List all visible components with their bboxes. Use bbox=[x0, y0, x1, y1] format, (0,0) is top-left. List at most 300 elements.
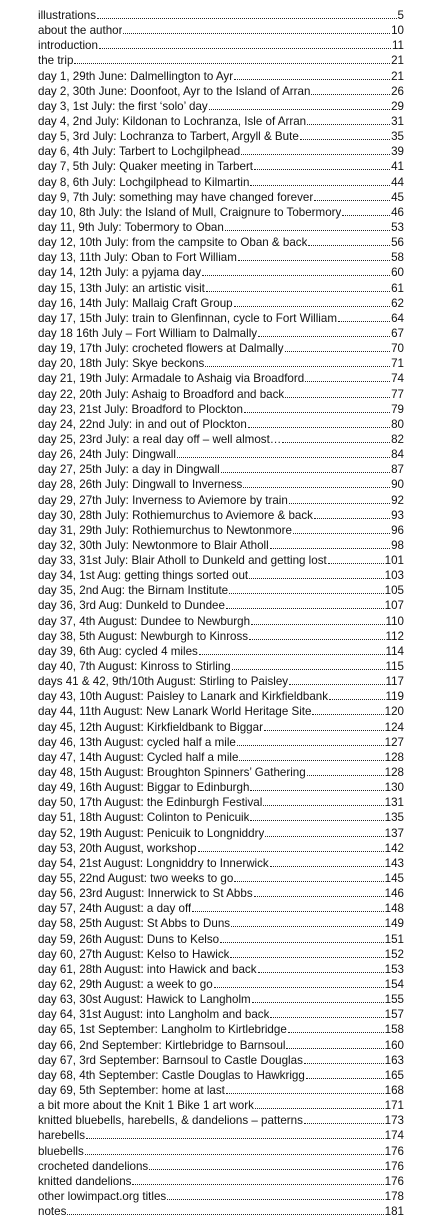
toc-entry-title: day 57, 24th August: a day off bbox=[38, 902, 192, 916]
toc-dot-leader bbox=[177, 456, 390, 458]
toc-entry-title: crocheted dandelions bbox=[38, 1159, 149, 1173]
toc-entry-title: day 38, 5th August: Newburgh to Kinross bbox=[38, 629, 249, 643]
toc-entry-title: day 65, 1st September: Langholm to Kirtlebridge bbox=[38, 1023, 287, 1037]
toc-entry-page-number: 158 bbox=[384, 1023, 404, 1037]
toc-dot-leader bbox=[300, 138, 390, 140]
toc-dot-leader bbox=[123, 32, 390, 34]
toc-entry-page-number: 128 bbox=[384, 766, 404, 780]
toc-entry-title: about the author bbox=[38, 24, 123, 38]
toc-dot-leader bbox=[306, 1077, 384, 1079]
toc-dot-leader bbox=[304, 1122, 384, 1124]
toc-dot-leader bbox=[205, 365, 390, 367]
toc-entry-page-number: 10 bbox=[391, 24, 404, 38]
toc-entry-title: day 53, 20th August, workshop bbox=[38, 841, 197, 855]
toc-entry[interactable] bbox=[38, 205, 404, 220]
toc-dot-leader bbox=[241, 153, 390, 155]
toc-dot-leader bbox=[206, 290, 390, 292]
toc-entry[interactable] bbox=[38, 296, 404, 311]
toc-entry-page-number: 82 bbox=[391, 432, 404, 446]
toc-entry[interactable] bbox=[38, 841, 404, 856]
toc-entry-title: days 41 & 42, 9th/10th August: Stirling to Paisley bbox=[38, 675, 289, 689]
toc-entry-title: day 4, 2nd July: Kildonan to Lochranza, Isle of Arran bbox=[38, 114, 307, 128]
toc-entry[interactable] bbox=[38, 735, 404, 750]
toc-entry-page-number: 145 bbox=[384, 872, 404, 886]
toc-dot-leader bbox=[198, 850, 384, 852]
toc-entry[interactable] bbox=[38, 129, 404, 144]
toc-dot-leader bbox=[254, 168, 390, 170]
toc-entry[interactable] bbox=[38, 387, 404, 402]
toc-entry[interactable] bbox=[38, 99, 404, 114]
toc-entry-page-number: 153 bbox=[384, 962, 404, 976]
toc-entry-page-number: 58 bbox=[391, 251, 404, 265]
toc-dot-leader bbox=[229, 592, 384, 594]
toc-entry[interactable] bbox=[38, 614, 404, 629]
toc-dot-leader bbox=[244, 411, 390, 413]
toc-dot-leader bbox=[342, 214, 390, 216]
toc-entry-page-number: 53 bbox=[391, 220, 404, 234]
toc-entry[interactable] bbox=[38, 462, 404, 477]
toc-entry-title: day 19, 17th July: crocheted flowers at Dalmally bbox=[38, 342, 284, 356]
toc-entry-page-number: 154 bbox=[384, 978, 404, 991]
toc-entry-title: day 37, 4th August: Dundee to Newburgh bbox=[38, 614, 251, 628]
toc-entry-title: day 68, 4th September: Castle Douglas to Hawkrigg bbox=[38, 1068, 305, 1082]
toc-dot-leader bbox=[250, 789, 383, 791]
toc-entry-title: day 36, 3rd Aug: Dunkeld to Dundee bbox=[38, 599, 225, 613]
toc-dot-leader bbox=[202, 274, 390, 276]
toc-entry-page-number: 92 bbox=[391, 493, 404, 507]
toc-entry[interactable] bbox=[38, 144, 404, 159]
toc-dot-leader bbox=[86, 1137, 384, 1139]
toc-entry-page-number: 148 bbox=[384, 902, 404, 916]
toc-entry[interactable] bbox=[38, 250, 404, 265]
toc-entry-page-number: 119 bbox=[385, 690, 404, 704]
toc-entry-title: day 8, 6th July: Lochgilphead to Kilmartin bbox=[38, 175, 250, 189]
toc-dot-leader bbox=[132, 1183, 383, 1185]
toc-entry-page-number: 46 bbox=[391, 205, 404, 219]
toc-dot-leader bbox=[307, 123, 390, 125]
toc-entry-page-number: 176 bbox=[384, 1174, 404, 1188]
toc-dot-leader bbox=[285, 350, 391, 352]
toc-entry-title: day 26, 24th July: Dingwall bbox=[38, 448, 176, 462]
toc-entry-page-number: 21 bbox=[391, 54, 404, 68]
toc-entry-page-number: 11 bbox=[391, 39, 404, 53]
toc-entry[interactable] bbox=[38, 53, 404, 68]
toc-entry-title: day 20, 18th July: Skye beckons bbox=[38, 357, 205, 371]
toc-dot-leader bbox=[258, 335, 390, 337]
toc-entry[interactable] bbox=[38, 175, 404, 190]
toc-entry[interactable] bbox=[38, 1038, 404, 1053]
toc-dot-leader bbox=[239, 759, 383, 761]
toc-entry[interactable] bbox=[38, 235, 404, 250]
toc-entry-page-number: 143 bbox=[384, 856, 404, 870]
toc-entry[interactable] bbox=[38, 447, 404, 462]
toc-dot-leader bbox=[329, 698, 384, 700]
toc-entry[interactable] bbox=[38, 568, 404, 583]
toc-entry[interactable] bbox=[38, 1068, 404, 1083]
toc-dot-leader bbox=[285, 396, 390, 398]
toc-dot-leader bbox=[231, 925, 384, 927]
toc-entry[interactable] bbox=[38, 644, 404, 659]
toc-entry-title: day 1, 29th June: Dalmellington to Ayr bbox=[38, 69, 234, 83]
toc-entry[interactable] bbox=[38, 871, 404, 886]
toc-entry-page-number: 112 bbox=[385, 629, 404, 643]
toc-entry-page-number: 31 bbox=[391, 114, 404, 128]
toc-dot-leader bbox=[312, 713, 383, 715]
toc-entry-page-number: 131 bbox=[384, 796, 404, 810]
toc-entry-page-number: 176 bbox=[384, 1159, 404, 1173]
toc-entry-page-number: 149 bbox=[384, 917, 404, 931]
toc-dot-leader bbox=[314, 199, 390, 201]
toc-dot-leader bbox=[308, 244, 390, 246]
toc-entry-page-number: 157 bbox=[384, 1008, 404, 1022]
toc-entry-title: day 61, 28th August: into Hawick and back bbox=[38, 962, 257, 976]
toc-entry-title: day 15, 13th July: an artistic visit bbox=[38, 281, 205, 295]
toc-entry[interactable] bbox=[38, 629, 404, 644]
toc-entry-page-number: 124 bbox=[384, 720, 404, 734]
toc-entry-title: knitted bluebells, harebells, & dandelions – patterns bbox=[38, 1114, 303, 1128]
toc-dot-leader bbox=[99, 47, 391, 49]
toc-dot-leader bbox=[250, 184, 390, 186]
toc-entry-title: knitted dandelions bbox=[38, 1174, 132, 1188]
toc-dot-leader bbox=[167, 1198, 383, 1200]
toc-entry-title: day 33, 31st July: Blair Atholl to Dunkeld and getting lost bbox=[38, 554, 327, 568]
toc-entry[interactable] bbox=[38, 311, 404, 326]
toc-dot-leader bbox=[248, 426, 390, 428]
toc-entry[interactable] bbox=[38, 977, 404, 992]
toc-entry-page-number: 115 bbox=[385, 660, 404, 674]
toc-entry-title: day 59, 26th August: Duns to Kelso bbox=[38, 932, 220, 946]
toc-entry-page-number: 114 bbox=[385, 644, 404, 658]
toc-entry-title: day 25, 23rd July: a real day off – well almost… bbox=[38, 432, 282, 446]
toc-dot-leader bbox=[237, 744, 384, 746]
toc-entry-title: day 27, 25th July: a day in Dingwall bbox=[38, 463, 220, 477]
toc-entry-page-number: 171 bbox=[384, 1099, 404, 1113]
toc-entry-title: bluebells bbox=[38, 1144, 84, 1158]
toc-entry-page-number: 56 bbox=[391, 236, 404, 250]
toc-entry-page-number: 84 bbox=[391, 448, 404, 462]
toc-entry-page-number: 93 bbox=[391, 508, 404, 522]
toc-entry[interactable] bbox=[38, 341, 404, 356]
toc-entry[interactable] bbox=[38, 826, 404, 841]
toc-entry[interactable] bbox=[38, 220, 404, 235]
toc-entry[interactable] bbox=[38, 674, 404, 689]
toc-dot-leader bbox=[270, 1016, 383, 1018]
toc-dot-leader bbox=[238, 259, 390, 261]
toc-entry-title: day 43, 10th August: Paisley to Lanark and Kirkfieldbank bbox=[38, 690, 329, 704]
toc-entry-page-number: 45 bbox=[391, 190, 404, 204]
toc-entry[interactable] bbox=[38, 523, 404, 538]
toc-entry-title: day 28, 26th July: Dingwall to Inverness bbox=[38, 478, 243, 492]
toc-entry[interactable] bbox=[38, 477, 404, 492]
toc-dot-leader bbox=[234, 880, 383, 882]
toc-entry[interactable] bbox=[38, 553, 404, 568]
toc-entry-page-number: 29 bbox=[391, 99, 404, 113]
toc-dot-leader bbox=[258, 971, 384, 973]
toc-entry-page-number: 35 bbox=[391, 130, 404, 144]
toc-entry-title: day 58, 25th August: St Abbs to Duns bbox=[38, 917, 231, 931]
toc-entry[interactable] bbox=[38, 932, 404, 947]
toc-entry[interactable] bbox=[38, 750, 404, 765]
toc-entry[interactable] bbox=[38, 1022, 404, 1037]
toc-entry[interactable] bbox=[38, 780, 404, 795]
toc-entry-title: day 11, 9th July: Tobermory to Oban bbox=[38, 220, 224, 234]
toc-entry[interactable] bbox=[38, 886, 404, 901]
toc-dot-leader bbox=[305, 380, 390, 382]
toc-dot-leader bbox=[270, 865, 384, 867]
toc-entry[interactable] bbox=[38, 114, 404, 129]
toc-entry[interactable] bbox=[38, 1098, 404, 1113]
toc-entry-title: day 63, 30st August: Hawick to Langholm bbox=[38, 993, 251, 1007]
toc-entry-title: day 6, 4th July: Tarbert to Lochgilphead bbox=[38, 145, 241, 159]
toc-entry[interactable] bbox=[38, 371, 404, 386]
toc-entry-page-number: 165 bbox=[384, 1068, 404, 1082]
toc-entry[interactable] bbox=[38, 1113, 404, 1128]
toc-entry-page-number: 103 bbox=[384, 569, 404, 583]
toc-entry-page-number: 70 bbox=[391, 342, 404, 356]
toc-entry-page-number: 5 bbox=[397, 9, 404, 22]
toc-entry-title: day 69, 5th September: home at last bbox=[38, 1083, 225, 1097]
toc-dot-leader bbox=[270, 547, 390, 549]
toc-entry-page-number: 96 bbox=[391, 523, 404, 537]
toc-entry[interactable] bbox=[38, 901, 404, 916]
toc-entry[interactable] bbox=[38, 795, 404, 810]
toc-dot-leader bbox=[67, 1213, 383, 1215]
toc-entry-title: day 67, 3rd September: Barnsoul to Castle Douglas bbox=[38, 1053, 303, 1067]
toc-dot-leader bbox=[293, 532, 390, 534]
toc-dot-leader bbox=[97, 17, 397, 19]
toc-entry[interactable] bbox=[38, 962, 404, 977]
toc-entry[interactable] bbox=[38, 1189, 404, 1204]
toc-dot-leader bbox=[249, 577, 384, 579]
toc-entry[interactable] bbox=[38, 720, 404, 735]
toc-entry-title: harebells bbox=[38, 1129, 86, 1143]
toc-entry-title: day 29, 27th July: Inverness to Aviemore by train bbox=[38, 493, 288, 507]
toc-entry-title: day 56, 23rd August: Innerwick to St Abbs bbox=[38, 887, 253, 901]
toc-entry[interactable] bbox=[38, 598, 404, 613]
toc-entry-page-number: 60 bbox=[391, 266, 404, 280]
toc-entry-page-number: 173 bbox=[384, 1114, 404, 1128]
toc-dot-leader bbox=[249, 638, 384, 640]
toc-entry-page-number: 64 bbox=[391, 311, 404, 325]
toc-entry-title: day 40, 7th August: Kinross to Stirling bbox=[38, 660, 231, 674]
toc-entry-title: day 46, 13th August: cycled half a mile bbox=[38, 735, 236, 749]
toc-entry[interactable] bbox=[38, 417, 404, 432]
toc-entry-page-number: 176 bbox=[384, 1144, 404, 1158]
toc-entry-title: day 30, 28th July: Rothiemurchus to Aviemore & back bbox=[38, 508, 313, 522]
toc-entry[interactable] bbox=[38, 856, 404, 871]
toc-entry-title: the trip bbox=[38, 54, 74, 68]
toc-entry-page-number: 107 bbox=[384, 599, 404, 613]
toc-dot-leader bbox=[252, 1001, 384, 1003]
toc-entry-title: day 51, 18th August: Colinton to Penicuik bbox=[38, 811, 250, 825]
toc-dot-leader bbox=[338, 320, 390, 322]
toc-entry[interactable] bbox=[38, 508, 404, 523]
toc-entry[interactable] bbox=[38, 704, 404, 719]
toc-dot-leader bbox=[85, 1153, 384, 1155]
toc-dot-leader bbox=[288, 1031, 384, 1033]
toc-entry[interactable] bbox=[38, 1144, 404, 1159]
toc-entry[interactable] bbox=[38, 583, 404, 598]
toc-dot-leader bbox=[225, 229, 390, 231]
toc-entry-title: day 22, 20th July: Ashaig to Broadford and back bbox=[38, 387, 285, 401]
toc-entry-page-number: 21 bbox=[391, 69, 404, 83]
toc-entry-page-number: 44 bbox=[391, 175, 404, 189]
toc-entry-page-number: 160 bbox=[384, 1038, 404, 1052]
toc-entry-page-number: 137 bbox=[384, 826, 404, 840]
toc-entry-title: day 2, 30th June: Doonfoot, Ayr to the Island of Arran bbox=[38, 84, 311, 98]
toc-entry[interactable] bbox=[38, 84, 404, 99]
toc-dot-leader bbox=[254, 895, 384, 897]
toc-entry-page-number: 178 bbox=[384, 1189, 404, 1203]
toc-entry-page-number: 98 bbox=[391, 538, 404, 552]
table-of-contents bbox=[38, 8, 404, 1219]
toc-dot-leader bbox=[250, 819, 383, 821]
toc-entry-page-number: 80 bbox=[391, 417, 404, 431]
toc-entry[interactable] bbox=[38, 8, 404, 23]
toc-entry-page-number: 74 bbox=[391, 372, 404, 386]
toc-entry-title: day 49, 16th August: Biggar to Edinburgh bbox=[38, 781, 250, 795]
toc-entry[interactable] bbox=[38, 69, 404, 84]
toc-entry-title: day 18 16th July – Fort William to Dalmally bbox=[38, 326, 258, 340]
toc-entry-title: day 39, 6th Aug: cycled 4 miles bbox=[38, 644, 198, 658]
toc-entry-page-number: 155 bbox=[384, 993, 404, 1007]
toc-dot-leader bbox=[314, 517, 390, 519]
toc-entry-page-number: 163 bbox=[384, 1053, 404, 1067]
toc-entry[interactable] bbox=[38, 493, 404, 508]
toc-entry[interactable] bbox=[38, 1007, 404, 1022]
toc-entry[interactable] bbox=[38, 538, 404, 553]
toc-dot-leader bbox=[221, 471, 390, 473]
toc-entry-title: day 60, 27th August: Kelso to Hawick bbox=[38, 947, 230, 961]
toc-entry-page-number: 117 bbox=[385, 675, 404, 689]
toc-entry-page-number: 87 bbox=[391, 463, 404, 477]
toc-entry[interactable] bbox=[38, 1053, 404, 1068]
toc-dot-leader bbox=[199, 653, 385, 655]
toc-entry-title: day 7, 5th July: Quaker meeting in Tarbert bbox=[38, 160, 254, 174]
toc-dot-leader bbox=[263, 804, 383, 806]
toc-entry-title: day 34, 1st Aug: getting things sorted out bbox=[38, 569, 249, 583]
toc-entry-title: day 32, 30th July: Newtonmore to Blair Atholl bbox=[38, 538, 269, 552]
toc-dot-leader bbox=[226, 607, 384, 609]
toc-dot-leader bbox=[226, 1092, 384, 1094]
toc-dot-leader bbox=[251, 623, 384, 625]
toc-dot-leader bbox=[209, 108, 390, 110]
toc-entry[interactable] bbox=[38, 38, 404, 53]
toc-entry[interactable] bbox=[38, 159, 404, 174]
toc-entry-title: day 50, 17th August: the Edinburgh Festival bbox=[38, 796, 263, 810]
toc-dot-leader bbox=[282, 441, 390, 443]
toc-entry-title: day 23, 21st July: Broadford to Plockton bbox=[38, 402, 243, 416]
toc-entry[interactable] bbox=[38, 1174, 404, 1189]
toc-entry[interactable] bbox=[38, 326, 404, 341]
toc-entry-page-number: 174 bbox=[384, 1129, 404, 1143]
toc-entry[interactable] bbox=[38, 1083, 404, 1098]
toc-entry-title: day 64, 31st August: into Langholm and back bbox=[38, 1008, 270, 1022]
toc-entry-title: day 48, 15th August: Broughton Spinners’ Gathering bbox=[38, 766, 306, 780]
toc-dot-leader bbox=[264, 729, 384, 731]
toc-entry-title: day 14, 12th July: a pyjama day bbox=[38, 266, 202, 280]
toc-entry-page-number: 152 bbox=[384, 947, 404, 961]
toc-entry-title: other lowimpact.org titles bbox=[38, 1189, 167, 1203]
toc-entry[interactable] bbox=[38, 992, 404, 1007]
toc-entry-title: day 5, 3rd July: Lochranza to Tarbert, Argyll & Bute bbox=[38, 130, 299, 144]
toc-entry-title: day 16, 14th July: Mallaig Craft Group bbox=[38, 296, 233, 310]
toc-entry[interactable] bbox=[38, 356, 404, 371]
toc-entry-page-number: 71 bbox=[391, 357, 404, 371]
toc-entry-title: a bit more about the Knit 1 Bike 1 art work bbox=[38, 1099, 254, 1113]
toc-dot-leader bbox=[307, 774, 384, 776]
toc-dot-leader bbox=[243, 486, 390, 488]
toc-entry-page-number: 135 bbox=[384, 811, 404, 825]
toc-entry-title: day 9, 7th July: something may have changed forever bbox=[38, 190, 314, 204]
toc-dot-leader bbox=[289, 683, 384, 685]
toc-entry-title: notes bbox=[38, 1205, 67, 1219]
toc-dot-leader bbox=[232, 668, 385, 670]
toc-dot-leader bbox=[230, 956, 383, 958]
toc-entry[interactable] bbox=[38, 659, 404, 674]
toc-entry-page-number: 67 bbox=[391, 326, 404, 340]
toc-entry-page-number: 130 bbox=[384, 781, 404, 795]
toc-entry-page-number: 151 bbox=[384, 932, 404, 946]
toc-entry-title: day 45, 12th August: Kirkfieldbank to Biggar bbox=[38, 720, 263, 734]
toc-entry[interactable] bbox=[38, 916, 404, 931]
toc-entry[interactable] bbox=[38, 1159, 404, 1174]
toc-entry-page-number: 127 bbox=[384, 735, 404, 749]
toc-dot-leader bbox=[265, 835, 383, 837]
toc-entry-page-number: 181 bbox=[384, 1205, 404, 1219]
toc-entry[interactable] bbox=[38, 265, 404, 280]
toc-entry[interactable] bbox=[38, 23, 404, 38]
toc-entry-page-number: 39 bbox=[391, 145, 404, 159]
toc-dot-leader bbox=[234, 78, 390, 80]
toc-entry-title: day 31, 29th July: Rothiemurchus to Newtonmore bbox=[38, 523, 292, 537]
toc-dot-leader bbox=[234, 305, 390, 307]
toc-entry[interactable] bbox=[38, 947, 404, 962]
toc-dot-leader bbox=[304, 1062, 384, 1064]
toc-dot-leader bbox=[214, 986, 384, 988]
toc-entry-page-number: 62 bbox=[391, 296, 404, 310]
toc-entry[interactable] bbox=[38, 432, 404, 447]
toc-entry-title: day 10, 8th July: the Island of Mull, Craignure to Tobermory bbox=[38, 205, 342, 219]
toc-entry-page-number: 142 bbox=[384, 841, 404, 855]
toc-entry[interactable] bbox=[38, 402, 404, 417]
toc-dot-leader bbox=[255, 1107, 384, 1109]
toc-entry-page-number: 77 bbox=[391, 387, 404, 401]
toc-dot-leader bbox=[289, 502, 390, 504]
toc-entry-page-number: 105 bbox=[384, 584, 404, 598]
toc-entry-title: illustrations bbox=[38, 9, 96, 22]
toc-entry-page-number: 41 bbox=[391, 160, 404, 174]
toc-entry[interactable] bbox=[38, 689, 404, 704]
toc-entry-title: day 35, 2nd Aug: the Birnam Institute bbox=[38, 584, 229, 598]
toc-entry[interactable] bbox=[38, 1204, 404, 1219]
toc-entry-page-number: 120 bbox=[384, 705, 404, 719]
toc-entry-title: day 47, 14th August: Cycled half a mile bbox=[38, 750, 239, 764]
toc-entry[interactable] bbox=[38, 190, 404, 205]
toc-entry-title: day 24, 22nd July: in and out of Plockton bbox=[38, 417, 247, 431]
toc-entry[interactable] bbox=[38, 765, 404, 780]
toc-entry-title: day 54, 21st August: Longniddry to Innerwick bbox=[38, 856, 269, 870]
toc-entry-title: day 12, 10th July: from the campsite to Oban & back bbox=[38, 236, 308, 250]
toc-entry-title: day 21, 19th July: Armadale to Ashaig via Broadford bbox=[38, 372, 305, 386]
toc-entry-page-number: 61 bbox=[391, 281, 404, 295]
toc-entry[interactable] bbox=[38, 810, 404, 825]
toc-entry[interactable] bbox=[38, 1128, 404, 1143]
toc-dot-leader bbox=[74, 62, 390, 64]
toc-dot-leader bbox=[328, 562, 384, 564]
toc-entry-page-number: 168 bbox=[384, 1083, 404, 1097]
toc-entry[interactable] bbox=[38, 281, 404, 296]
